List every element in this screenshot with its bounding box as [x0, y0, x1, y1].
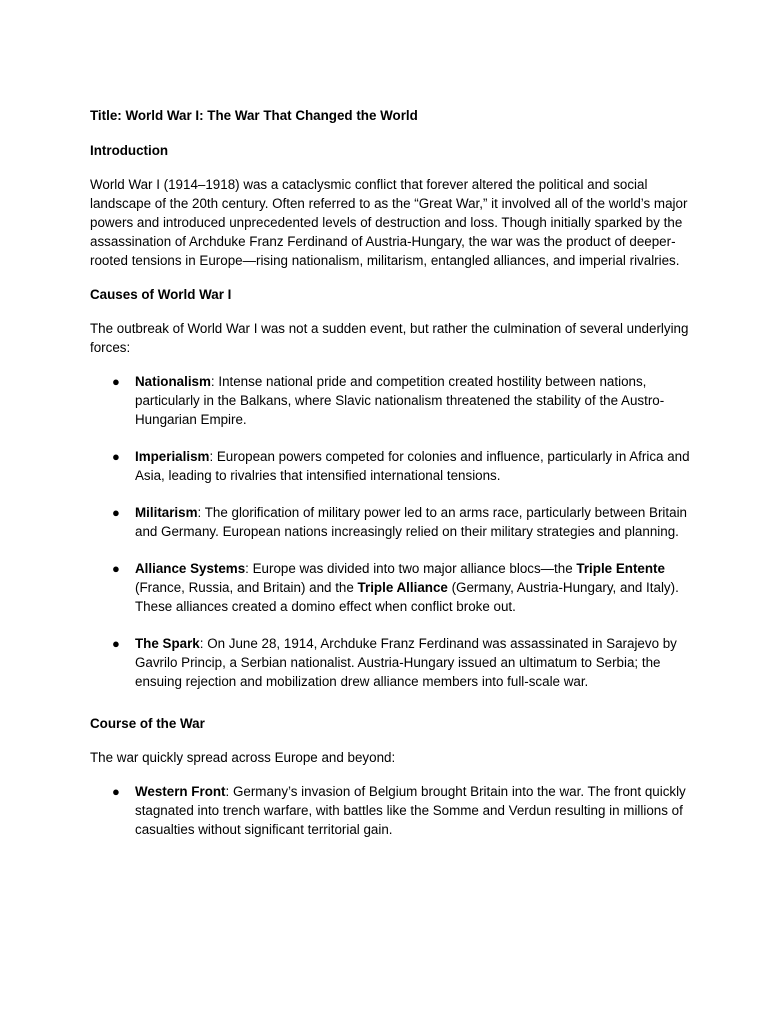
list-item-text: : The glorification of military power led to an arms race, particularly between Britain and Germany. European nations increasingly relied on their military strategies and planning.: [135, 505, 687, 539]
list-item-militarism: [90, 503, 690, 541]
course-list: [90, 782, 690, 839]
list-item-term: The Spark: [135, 636, 200, 651]
introduction-paragraph: World War I (1914–1918) was a cataclysmic conflict that forever altered the political and social landscape of the 20th century. Often referred to as the “Great War,” it involved all of the world’s major powers and introduced unprecedented levels of destruction and loss. Though initially sparked by the assassination of Archduke Franz Ferdinand of Austria-Hungary, the war was the product of deeper-rooted tensions in Europe—rising nationalism, militarism, entangled alliances, and imperial rivalries.: [90, 177, 688, 268]
list-item-term: Western Front: [135, 784, 226, 799]
list-item-imperialism: [90, 447, 690, 485]
course-heading: Course of the War: [90, 716, 205, 731]
list-item-term: Alliance Systems: [135, 561, 246, 576]
bullet-icon: ●: [112, 374, 120, 389]
causes-list: [90, 372, 690, 691]
introduction-heading: Introduction: [90, 143, 169, 158]
course-paragraph: The war quickly spread across Europe and beyond:: [90, 750, 396, 765]
triple-entente-term: Triple Entente: [576, 561, 665, 576]
causes-paragraph: The outbreak of World War I was not a sudden event, but rather the culmination of several underlying forces:: [90, 321, 689, 355]
list-item-alliance-systems: [90, 559, 690, 616]
bullet-icon: ●: [112, 505, 120, 520]
list-item-text: : On June 28, 1914, Archduke Franz Ferdinand was assassinated in Sarajevo by Gavrilo Princip, a Serbian nationalist. Austria-Hungary issued an ultimatum to Serbia; the ensuing rejection and mobilization drew alliance members into full-scale war.: [135, 636, 677, 689]
list-item-term: Imperialism: [135, 449, 210, 464]
list-item-western-front: [90, 782, 690, 839]
bullet-icon: ●: [112, 449, 120, 464]
list-item-term: Nationalism: [135, 374, 211, 389]
list-item-text: (France, Russia, and Britain) and the: [135, 580, 358, 595]
triple-alliance-term: Triple Alliance: [357, 580, 448, 595]
list-item-nationalism: [90, 372, 690, 429]
bullet-icon: ●: [112, 784, 120, 799]
list-item-the-spark: [90, 634, 690, 691]
list-item-text: : Germany’s invasion of Belgium brought Britain into the war. The front quickly stagnated into trench warfare, with battles like the Somme and Verdun resulting in millions of casualties without significant territorial gain.: [135, 784, 686, 837]
bullet-icon: ●: [112, 636, 120, 651]
list-item-text: : Europe was divided into two major alliance blocs—the: [245, 561, 577, 576]
document-page: [90, 106, 690, 839]
list-item-term: Militarism: [135, 505, 198, 520]
list-item-text: (Germany, Austria-Hungary, and Italy). These alliances created a domino effect when conflict broke out.: [135, 580, 679, 614]
list-item-text: : European powers competed for colonies and influence, particularly in Africa and Asia, leading to rivalries that intensified international tensions.: [135, 449, 690, 483]
causes-heading: Causes of World War I: [90, 287, 232, 302]
document-title: Title: World War I: The War That Changed the World: [90, 108, 418, 123]
list-item-text: : Intense national pride and competition created hostility between nations, particularly in the Balkans, where Slavic nationalism threatened the stability of the Austro-Hungarian Empire.: [135, 374, 665, 427]
bullet-icon: ●: [112, 561, 120, 576]
